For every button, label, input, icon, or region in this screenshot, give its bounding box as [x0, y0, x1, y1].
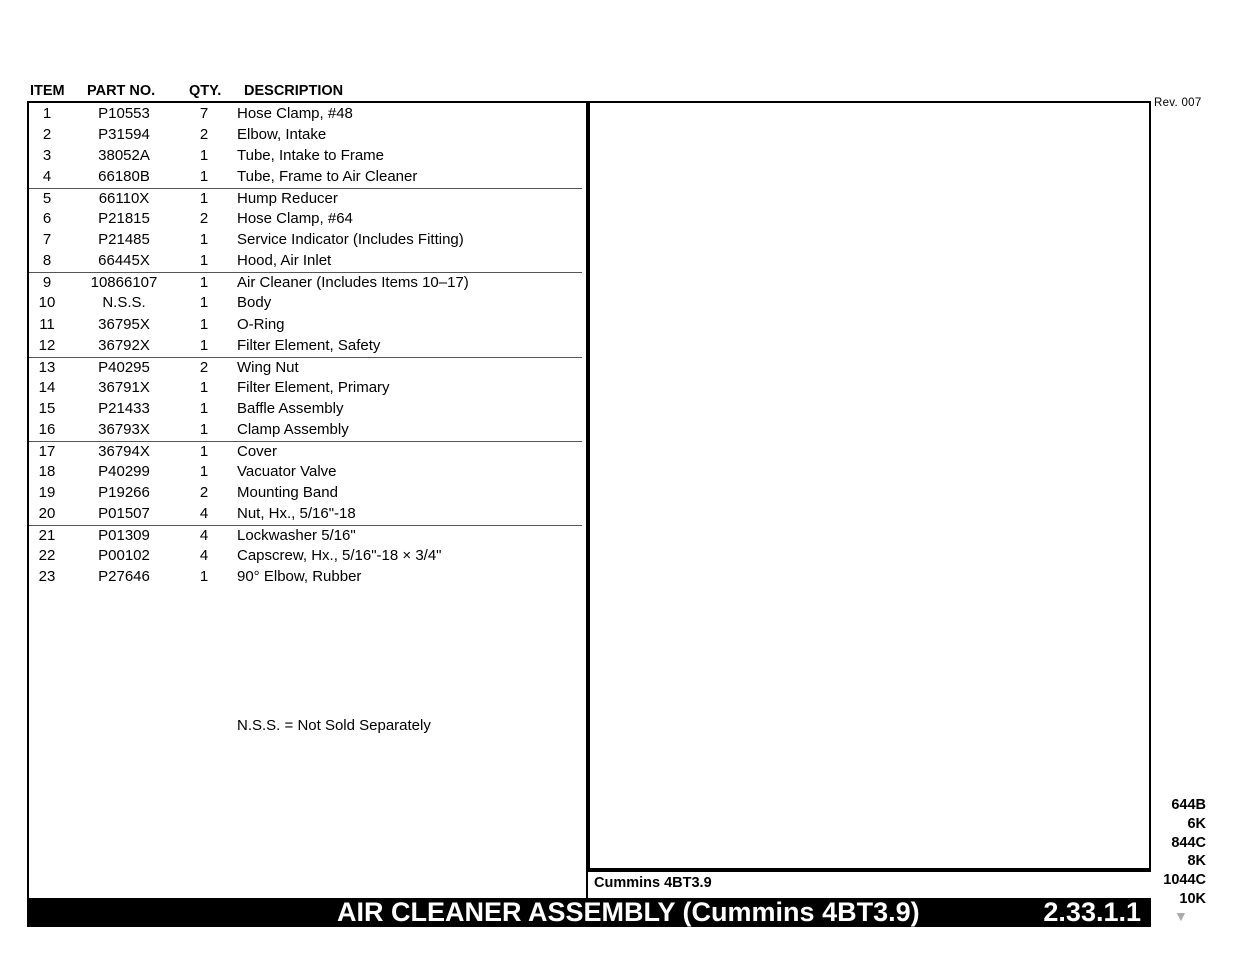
description-cell: Vacuator Valve [237, 462, 337, 480]
item-cell: 23 [38, 568, 56, 586]
header-qty: QTY. [189, 83, 222, 99]
description-cell: Hump Reducer [237, 190, 338, 208]
part-number-cell: 36793X [98, 420, 150, 438]
model-label: 644B [1171, 797, 1206, 813]
description-cell: Mounting Band [237, 483, 338, 501]
description-cell: 90° Elbow, Rubber [237, 568, 362, 586]
item-cell: 16 [38, 420, 56, 438]
qty-cell: 1 [199, 252, 209, 270]
item-cell: 21 [38, 527, 56, 544]
item-cell: 9 [42, 274, 52, 292]
description-cell: Filter Element, Safety [237, 336, 381, 354]
description-cell: Lockwasher 5/16" [237, 527, 356, 544]
item-cell: 20 [38, 504, 56, 522]
qty-cell: 2 [199, 210, 209, 228]
model-label: 8K [1187, 853, 1206, 870]
qty-cell: 4 [199, 547, 209, 565]
table-row [29, 525, 582, 547]
qty-cell: 7 [199, 105, 209, 122]
description-cell: Service Indicator (Includes Fitting) [237, 231, 464, 249]
qty-cell: 1 [199, 190, 209, 208]
description-cell: Air Cleaner (Includes Items 10–17) [237, 274, 469, 292]
table-row [29, 378, 582, 399]
qty-cell: 1 [199, 274, 209, 292]
page-title: AIR CLEANER ASSEMBLY (Cummins 4BT3.9) [337, 897, 920, 927]
part-number-cell: 36791X [98, 378, 150, 396]
item-cell: 4 [42, 168, 52, 186]
item-cell: 3 [42, 147, 52, 165]
table-row [29, 188, 582, 210]
description-cell: Capscrew, Hx., 5/16"-18 × 3/4" [237, 547, 442, 565]
down-arrow-icon: ▼ [1174, 908, 1188, 924]
item-cell: 2 [42, 126, 52, 144]
header-description: DESCRIPTION [244, 83, 344, 99]
description-cell: Hose Clamp, #64 [237, 210, 353, 228]
description-cell: Nut, Hx., 5/16"-18 [237, 504, 356, 522]
table-row [29, 230, 582, 251]
part-number-cell: P00102 [98, 547, 150, 565]
part-number-cell: P01309 [98, 527, 150, 544]
item-cell: 22 [38, 547, 56, 565]
part-number-cell: P21815 [98, 210, 150, 228]
item-cell: 10 [38, 294, 56, 312]
table-row [29, 441, 582, 463]
item-cell: 19 [38, 483, 56, 501]
qty-cell: 1 [199, 378, 209, 396]
item-cell: 11 [39, 315, 55, 333]
table-row [29, 251, 582, 272]
header-part-no: PART NO. [87, 83, 156, 99]
nss-note: N.S.S. = Not Sold Separately [237, 717, 431, 734]
qty-cell: 2 [199, 126, 209, 144]
table-row [29, 567, 582, 588]
qty-cell: 1 [199, 442, 209, 460]
part-number-cell: 10866107 [90, 274, 158, 292]
description-cell: Hose Clamp, #48 [237, 105, 353, 122]
part-number-cell: P40299 [98, 462, 150, 480]
engine-label: Cummins 4BT3.9 [594, 875, 712, 891]
item-cell: 1 [42, 105, 52, 122]
qty-cell: 1 [199, 147, 209, 165]
qty-cell: 1 [199, 336, 209, 354]
table-row [29, 167, 582, 188]
item-cell: 8 [42, 252, 52, 270]
item-cell: 15 [38, 399, 56, 417]
qty-cell: 1 [199, 420, 209, 438]
description-cell: Cover [237, 442, 278, 460]
table-row [29, 104, 582, 125]
description-cell: Elbow, Intake [237, 126, 327, 144]
part-number-cell: P40295 [98, 358, 150, 376]
part-number-cell: P21485 [98, 231, 150, 249]
item-cell: 17 [38, 442, 56, 460]
part-number-cell: 66110X [98, 190, 150, 208]
table-row [29, 125, 582, 146]
table-row [29, 272, 582, 294]
table-row [29, 483, 582, 504]
table-row [29, 357, 582, 379]
model-label: 6K [1187, 815, 1206, 832]
revision-label: Rev. 007 [1154, 97, 1202, 109]
model-label: 10K [1179, 890, 1206, 907]
table-row [29, 399, 582, 420]
part-number-cell: 36794X [98, 442, 150, 460]
part-number-cell: P01507 [98, 504, 150, 522]
illustration-panel [588, 101, 1151, 868]
part-number-cell: P21433 [98, 399, 150, 417]
description-cell: Tube, Frame to Air Cleaner [237, 168, 418, 186]
part-number-cell: P31594 [98, 126, 150, 144]
table-row [29, 293, 582, 314]
part-number-cell: 66180B [98, 168, 150, 186]
part-number-cell: P19266 [98, 483, 150, 501]
section-number: 2.33.1.1 [1043, 897, 1141, 927]
table-row [29, 504, 582, 525]
description-cell: Wing Nut [237, 358, 299, 376]
description-cell: Body [237, 294, 272, 312]
description-cell: Hood, Air Inlet [237, 252, 332, 270]
illustration-bottom-rule [588, 868, 1151, 872]
item-cell: 18 [38, 462, 56, 480]
qty-cell: 1 [199, 462, 209, 480]
description-cell: O-Ring [237, 315, 285, 333]
qty-cell: 2 [199, 358, 209, 376]
description-cell: Tube, Intake to Frame [237, 147, 385, 165]
part-number-cell: N.S.S. [102, 294, 146, 312]
qty-cell: 2 [199, 483, 209, 501]
description-cell: Clamp Assembly [237, 420, 349, 438]
table-row [29, 546, 582, 567]
item-cell: 7 [42, 231, 52, 249]
description-cell: Baffle Assembly [237, 399, 344, 417]
header-item: ITEM [30, 83, 65, 99]
qty-cell: 1 [199, 294, 209, 312]
item-cell: 12 [38, 336, 56, 354]
table-row [29, 315, 582, 336]
title-bar [27, 898, 1151, 927]
qty-cell: 4 [199, 504, 209, 522]
table-row [29, 336, 582, 357]
table-row [29, 420, 582, 441]
qty-cell: 4 [199, 527, 209, 544]
model-label: 844C [1171, 834, 1206, 851]
item-cell: 13 [38, 358, 56, 376]
qty-cell: 1 [199, 568, 209, 586]
qty-cell: 1 [199, 168, 209, 186]
qty-cell: 1 [199, 315, 209, 333]
part-number-cell: 66445X [98, 252, 150, 270]
item-cell: 14 [38, 378, 56, 396]
item-cell: 6 [42, 210, 52, 228]
part-number-cell: 38052A [98, 147, 150, 165]
table-row [29, 146, 582, 167]
qty-cell: 1 [199, 231, 209, 249]
part-number-cell: P10553 [98, 105, 150, 122]
qty-cell: 1 [199, 399, 209, 417]
part-number-cell: P27646 [98, 568, 150, 586]
part-number-cell: 36795X [98, 315, 150, 333]
model-list [1150, 796, 1206, 909]
table-row [29, 209, 582, 230]
table-row [29, 462, 582, 483]
description-cell: Filter Element, Primary [237, 378, 390, 396]
model-label: 1044C [1163, 872, 1206, 889]
part-number-cell: 36792X [98, 336, 150, 354]
item-cell: 5 [42, 190, 52, 208]
